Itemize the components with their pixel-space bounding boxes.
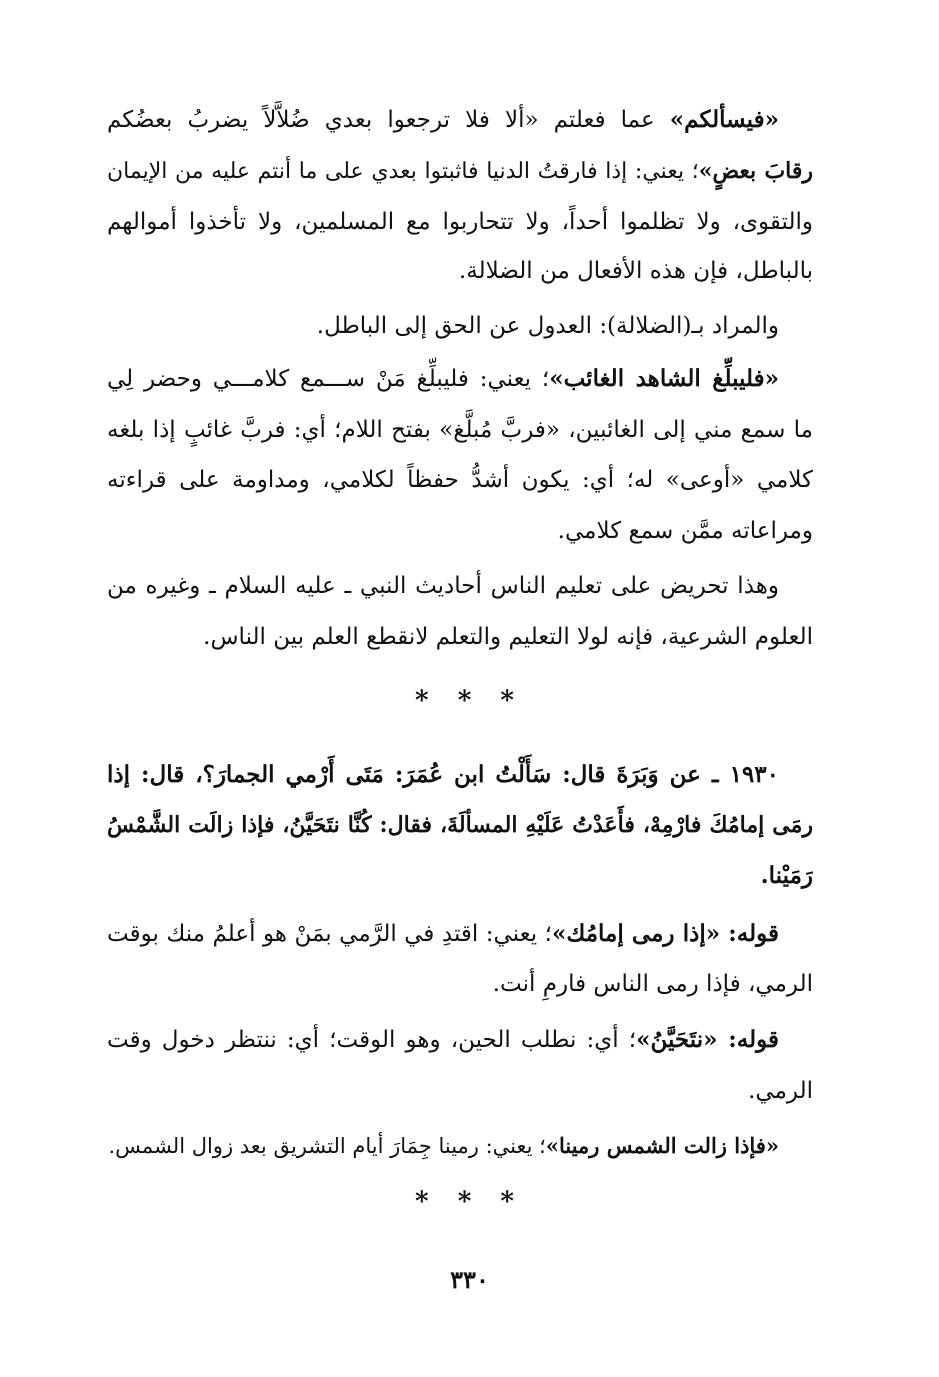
line-text: والمراد بـ(الضلالة): العدول عن الحق إلى الباطل. — [316, 313, 779, 339]
line-text: ؛ يعني: فليبلِّغ مَنْ ســـمع كلامـــي وحضر لِي — [107, 366, 550, 392]
hadith-text: ١٩٣٠ ـ عن وَبَرَةَ قال: سَأَلْتُ ابن عُمَرَ: مَتَى أَرْمي الجمارَ؟، قال: إذا — [107, 761, 779, 788]
line-text: ؛ يعني: اقتدِ في الرَّمي بمَنْ هو أعلمُ منك بوقت — [107, 921, 552, 947]
text-line — [107, 194, 813, 250]
quoted-phrase: رقابَ بعضٍ» — [698, 158, 813, 184]
line-text: عما فعلتم «ألا فلا ترجعوا بعدي ضُلاَّلاً يضربُ بعضُكم — [107, 107, 670, 133]
line-text: الرمي. — [748, 1078, 813, 1104]
text-line — [107, 143, 813, 199]
text-line — [107, 1063, 813, 1119]
line-text: الرمي، فإذا رمى الناس فارمِ أنت. — [492, 971, 813, 997]
line-text: العلوم الشرعية، فإنه لولا التعليم والتعلم لانقطع العلم بين الناس. — [203, 624, 813, 650]
quoted-phrase: قوله: «نتَحَيَّنُ» — [636, 1026, 779, 1053]
quoted-phrase: «فليبلِّغ الشاهد الغائب» — [549, 365, 779, 392]
text-line — [107, 243, 813, 299]
line-text: ؛ يعني: رمينا جِمَارَ أيام التشريق بعد زوال الشمس. — [108, 1134, 546, 1158]
text-line — [107, 609, 813, 665]
line-text: ما سمع مني إلى الغائبين، «فربَّ مُبلَّغ» بفتح اللام؛ أي: فربَّ غائبٍ إذا بلغه — [107, 417, 813, 443]
line-text: ومراعاته ممَّن سمع كلامي. — [557, 518, 813, 544]
text-line — [107, 92, 779, 148]
line-text: والتقوى، ولا تظلموا أحداً، ولا تتحاربوا مع المسلمين، ولا تأخذوا أموالهم — [107, 209, 813, 235]
text-line — [107, 402, 813, 458]
text-line — [107, 351, 779, 407]
line-text: وهذا تحريض على تعليم الناس أحاديث النبي ـ عليه السلام ـ وغيره من — [107, 573, 779, 599]
text-line — [107, 906, 779, 962]
line-text: بالباطل، فإن هذه الأفعال من الضلالة. — [458, 258, 813, 284]
text-line — [107, 797, 813, 853]
section-separator: * * * — [415, 686, 524, 716]
line-text: ؛ أي: نطلب الحين، وهو الوقت؛ أي: ننتظر دخول وقت — [107, 1027, 637, 1053]
line-text: ؛ يعني: إذا فارقتُ الدنيا فاثبتوا بعدي على ما أنتم عليه من الإيمان — [107, 159, 699, 184]
text-line — [107, 747, 779, 803]
text-line — [107, 558, 779, 614]
text-line — [107, 1118, 779, 1174]
page-number: ٣٣٠ — [450, 1265, 489, 1294]
quoted-phrase: «فيسألكم» — [669, 106, 779, 133]
text-line — [107, 956, 813, 1012]
quoted-phrase: قوله: «إذا رمى إمامُك» — [551, 920, 779, 947]
section-separator: * * * — [415, 1187, 524, 1217]
text-line — [107, 503, 813, 559]
quoted-phrase: «فإذا زالت الشمس رمينا» — [545, 1133, 779, 1158]
text-line — [107, 1012, 779, 1068]
line-text: كلامي «أوعى» له؛ أي: يكون أشدُّ حفظاً لكلامي، ومداومة على قراءته — [107, 467, 813, 493]
text-line — [107, 298, 779, 354]
text-line — [107, 452, 813, 508]
hadith-text: رَمَيْنا. — [760, 862, 813, 889]
text-line — [107, 848, 813, 904]
hadith-text: رمَى إمامُكَ فارْمِهْ، فأَعَدْتُ عَلَيْهِ المسألَةَ، فقال: كُنَّا نتَحَيَّنُ، فإذا زالَت الشَّمْسُ — [107, 812, 813, 838]
